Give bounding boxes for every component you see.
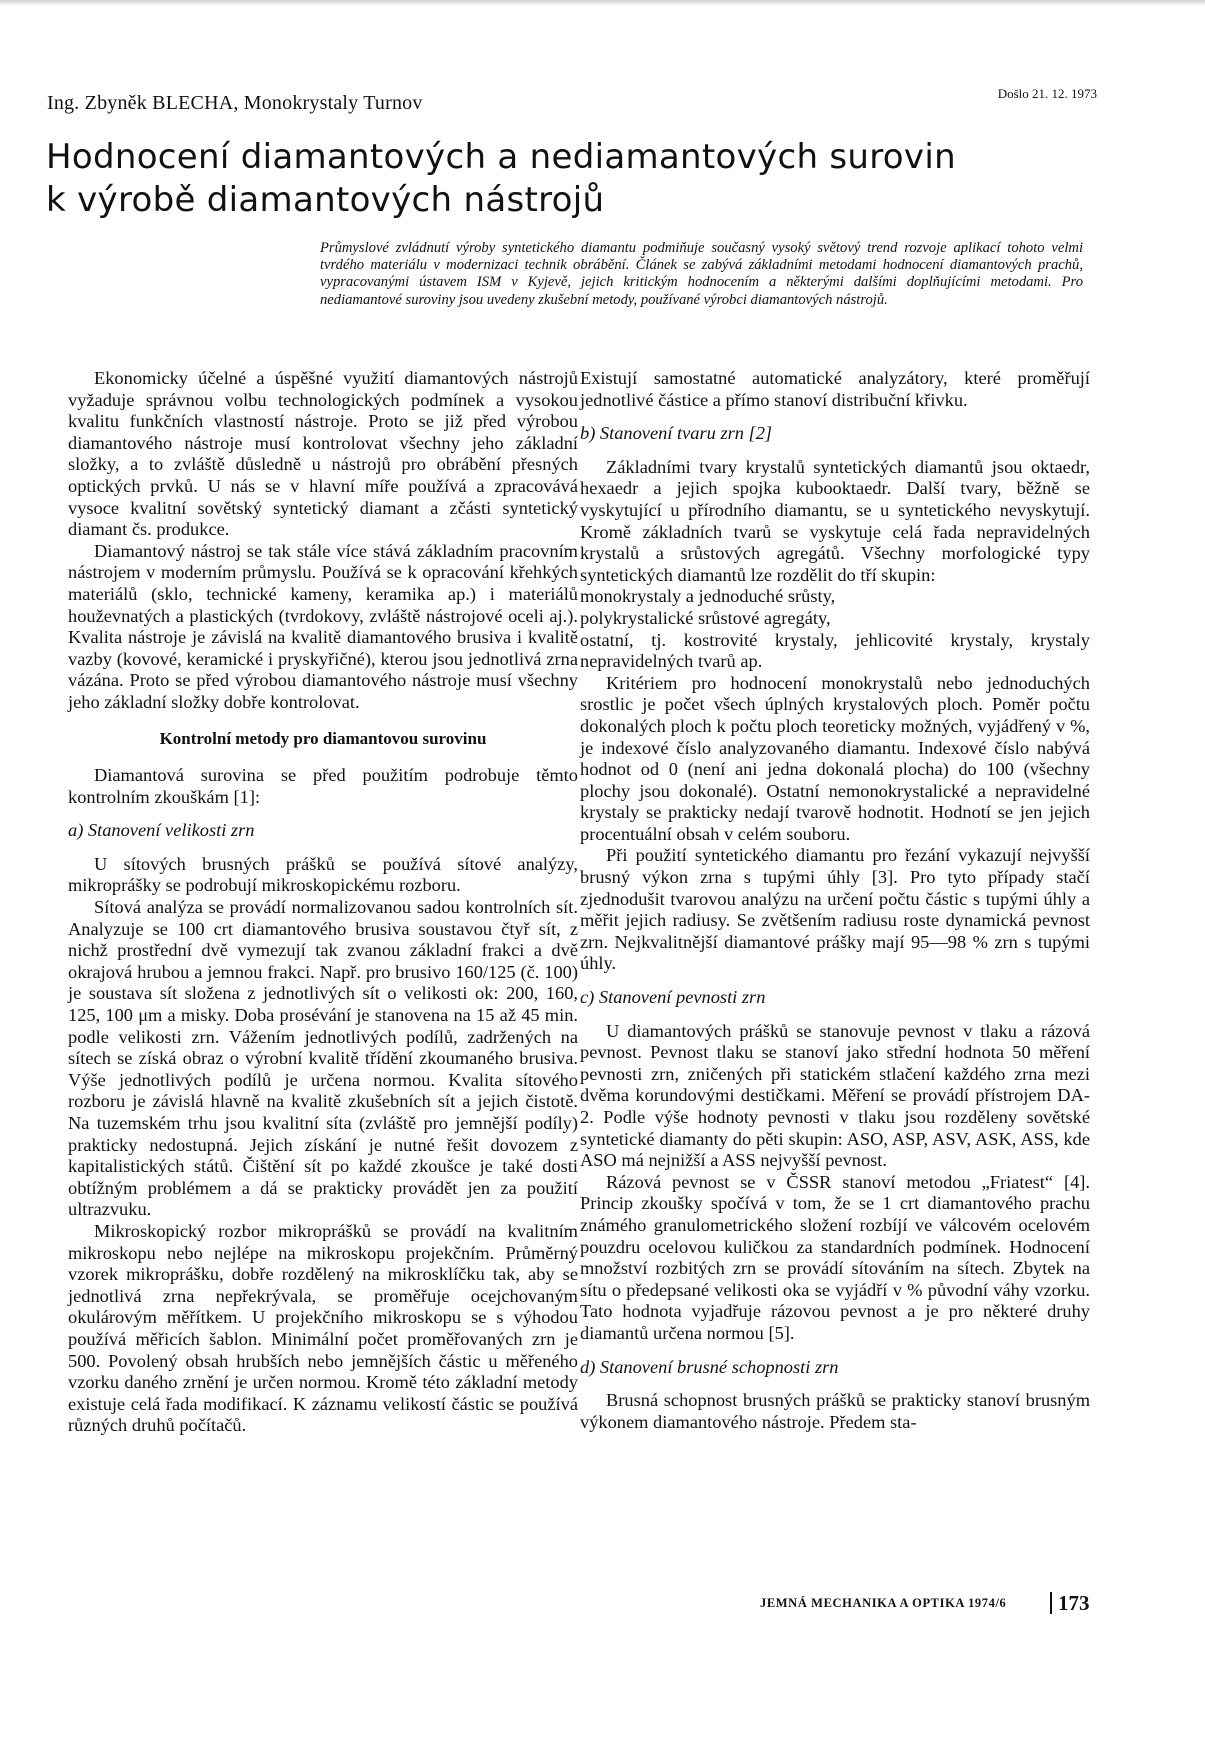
subheading-a: a) Stanovení velikosti zrn [68,820,255,841]
page-footer [760,1591,1090,1616]
paragraph: Rázová pevnost se v ČSSR stanoví metodou „Friatest“ [4]. Princip zkoušky spočívá v tom, že se 1 crt diamantového prachu známého granulometrického složení rozbíjí ve válcovém ocelovém pouzdru ocelovou kuličkou za standardních podmínek. Hodnocení množství rozbitých zrn se provádí sítováním na sítech. Zbytek na sítu o předepsané velikosti oka se vyjádří v % původní váhy vzorku. Tato hodnota vyjadřuje rázovou pevnost a je pro některé druhy diamantů určena normou [5]. [580,1171,1090,1343]
journal-name: JEMNÁ MECHANIKA A OPTIKA 1974/6 [760,1596,1007,1610]
paragraph: Diamantová surovina se před použitím podrobuje těmto kontrolním zkouškám [1]: [68,765,578,807]
subheading-c: c) Stanovení pevnosti zrn [580,987,766,1008]
paragraph: U diamantových prášků se stanovuje pevnost v tlaku a rázová pevnost. Pevnost tlaku se stanoví jako střední hodnota 50 měření pevnosti zrn, zničených při statickém stlačení každého zrna mezi dvěma korundovými destičkami. Měření se provádí přístrojem DA-2. Podle výše hodnoty pevnosti v tlaku jsou rozděleny sovětské syntetické diamanty do pěti skupin: ASO, ASP, ASV, ASK, ASS, kde ASO má nejnižší a ASS nejvyšší pevnost. [580,1020,1090,1171]
paragraph: Ekonomicky účelné a úspěšné využití diamantových nástrojů vyžaduje správnou volbu technologických podmínek a vysokou kvalitu funkčních vlastností nástroje. Proto se již před výrobou diamantového nástroje musí kontrolovat všechny jeho základní složky, a to zvláště důsledně u nástrojů pro obrábění přesných optických prvků. U nás se v hlavní míře používá a zpracovává vysoce kvalitní sovětský syntetický diamant a zčásti syntetický diamant čs. produkce. [68,368,578,540]
section-heading: Kontrolní metody pro diamantovou surovinu [159,728,487,748]
list-item: polykrystalické srůstové agregáty, [580,607,831,628]
paragraph: Při použití syntetického diamantu pro řezání vykazují nejvyšší brusný výkon zrna s tupými úhly [3]. Pro tyto případy stačí zjednodušit tvarovou analýzu na určení počtu částic s tupými úhly a měřit jejich radiusy. Se zvětšením radiusu roste dynamická pevnost zrn. Nejkvalitnější diamantové prášky mají 95—98 % zrn s tupými úhly. [580,845,1090,974]
title-line-1: Hodnocení diamantových a nediamantových surovin [46,137,956,177]
title-line-2: k výrobě diamantových nástrojů [46,180,605,220]
author-line: Ing. Zbyněk BLECHA, Monokrystaly Turnov [47,92,423,114]
paragraph: Existují samostatné automatické analyzátory, které proměřují jednotlivé částice a přímo stanoví distribuční křivku. [580,368,1090,410]
footer-divider [1050,1592,1052,1614]
page-number: 173 [1058,1591,1090,1615]
received-date: Došlo 21. 12. 1973 [997,86,1097,101]
right-column [580,368,1090,1433]
subheading-b: b) Stanovení tvaru zrn [2] [580,423,773,444]
list-item: monokrystaly a jednoduché srůsty, [580,586,836,607]
list-item: ostatní, tj. kostrovité krystaly, jehlicovité krystaly, krystaly nepravidelných tvarů ap. [580,629,1090,672]
paragraph: Mikroskopický rozbor mikroprášků se provádí na kvalitním mikroskopu nebo nejlépe na mikroskopu projekčním. Průměrný vzorek mikroprášku, dobře rozdělený na mikrosklíčku tak, aby se jednotlivá zrna nepřekrývala, se proměřuje ocejchovaným okulárovým měřítkem. U projekčního mikroskopu se s výhodou používá měřicích šablon. Minimální počet proměřovaných zrn je 500. Povolený obsah hrubších nebo jemnějších částic u měřeného vzorku daného zrnění je určen normou. Kromě této základní metody existuje celá řada modifikací. K záznamu velikostí částic se používá různých druhů počítačů. [68,1220,578,1436]
abstract: Průmyslové zvládnutí výroby syntetického diamantu podmiňuje současný vysoký světový trend rozvoje aplikací tohoto velmi tvrdého materiálu v modernizaci technik obrábění. Článek se zabývá základními metodami hodnocení diamantových prachů, vypracovanými ústavem ISM v Kyjevě, jejich kritickým hodnocením a některými dalšími doplňujícími metodami. Pro nediamantové suroviny jsou uvedeny zkušební metody, používané výrobci diamantových nástrojů. [320,240,1083,308]
paragraph: Brusná schopnost brusných prášků se prakticky stanoví brusným výkonem diamantového nástroje. Předem sta- [580,1390,1090,1432]
paragraph: Kritériem pro hodnocení monokrystalů nebo jednoduchých srostlic je počet všech úplných krystalových ploch. Poměr počtu dokonalých ploch k počtu ploch teoreticky možných, vyjádřený v %, je indexové číslo analyzovaného diamantu. Indexové číslo nabývá hodnot od 0 (není ani jedna dokonalá plocha) do 100 (všechny plochy jsou dokonalé). Ostatní nemonokrystalické a nepravidelné krystaly se prakticky nedají tvarově hodnotit. Hodnotí se jen jejich procentuální obsah v celém souboru. [580,672,1090,844]
article-title [46,136,1096,222]
left-column [68,368,578,1437]
subheading-d: d) Stanovení brusné schopnosti zrn [580,1356,839,1377]
paragraph: U sítových brusných prášků se používá sítové analýzy, mikroprášky se podrobují mikroskopickému rozboru. [68,853,578,896]
paragraph: Diamantový nástroj se tak stále více stává základním pracovním nástrojem v moderním průmyslu. Používá se k opracování křehkých materiálů (sklo, technické kameny, keramika ap.) i materiálů houževnatých a plastických (tvrdokovy, zvláště nástrojové oceli aj.). Kvalita nástroje je závislá na kvalitě diamantového brusiva i kvalitě vazby (kovové, keramické i pryskyřičné), kterou jsou jednotlivá zrna vázána. Proto se před výrobou diamantového nástroje musí všechny jeho základní složky dobře kontrolovat. [68,540,578,712]
top-border [0,0,1205,6]
paragraph: Základními tvary krystalů syntetických diamantů jsou oktaedr, hexaedr a jejich spojka kubooktaedr. Další tvary, běžně se vyskytující u přírodního diamantu, se u syntetického nevyskytují. Kromě základních tvarů se vyskytuje celá řada nepravidelných krystalů a srůstových agregátů. Všechny morfologické typy syntetických diamantů lze rozdělit do tří skupin: [580,456,1090,585]
paragraph: Sítová analýza se provádí normalizovanou sadou kontrolních sít. Analyzuje se 100 crt diamantového brusiva soustavou čtyř sít, z nichž prostřední dvě vymezují tak zvanou základní frakci a dvě okrajová hrubou a jemnou frakci. Např. pro brusivo 160/125 (č. 100) je soustava sít složena z jednotlivých sít o velikosti ok: 200, 160, 125, 100 μm a misky. Doba prosévání je stanovena na 15 až 45 min. podle velikosti zrn. Vážením jednotlivých podílů, zadržených na sítech se získá obraz o výrobní kvalitě třídění zkoumaného brusiva. Výše jednotlivých podílů je určena normou. Kvalita sítového rozboru je závislá hlavně na kvalitě zkušebních sít a jejich čistotě. Na tuzemském trhu jsou kvalitní síta (zvláště pro jemnější podíly) prakticky nedostupná. Jejich získání je nutné řešit dovozem z kapitalistických států. Čištění sít po každé zkoušce je také dosti obtížným problémem a dá se prakticky provádět jen za použití ultrazvuku. [68,897,578,1220]
